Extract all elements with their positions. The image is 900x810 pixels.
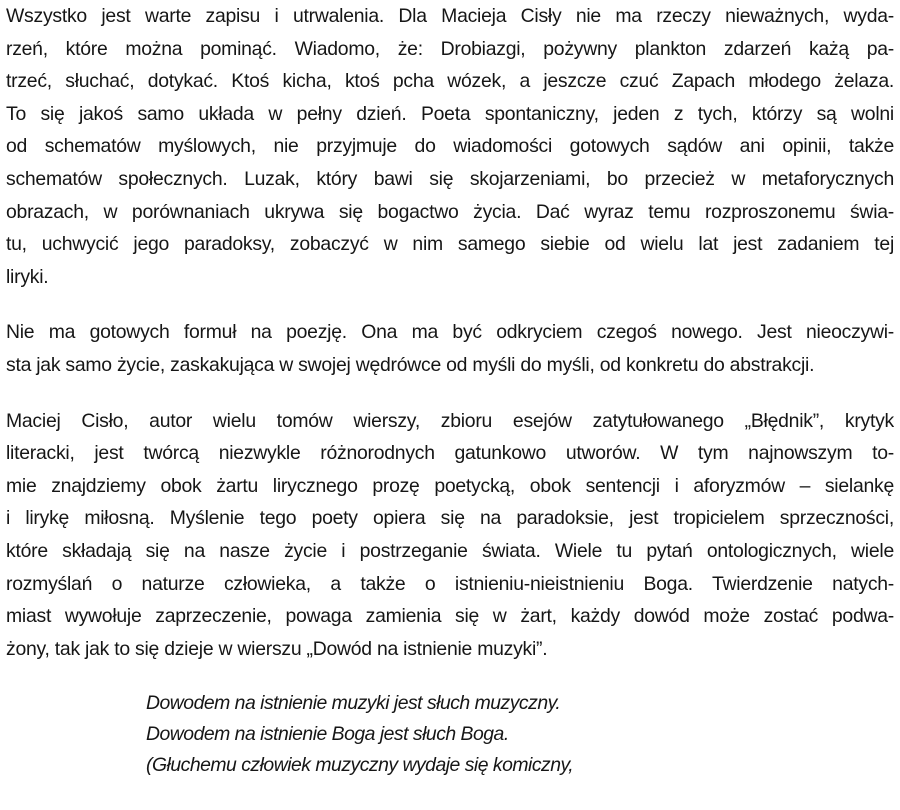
paragraph-1 <box>6 0 894 293</box>
text-line: Maciej Cisło, autor wielu tomów wierszy, zbioru esejów zatytułowanego „Błędnik”, krytyk <box>6 409 894 432</box>
text-line: rozmyślań o naturze człowieka, a także o istnieniu-nieistnieniu Boga. Twierdzenie natych- <box>6 572 894 595</box>
text-line: sta jak samo życie, zaskakująca w swojej wędrówce od myśli do myśli, od konkretu do abstrakcji. <box>6 353 815 376</box>
paragraph-2 <box>6 316 894 381</box>
paragraph-gap <box>6 382 894 405</box>
text-line: rzeń, które można pominąć. Wiadomo, że: Drobiazgi, pożywny plankton zdarzeń każą pa- <box>6 37 894 60</box>
poem-line: Dowodem na istnienie muzyki jest słuch muzyczny. <box>146 692 561 715</box>
text-line: trzeć, słuchać, dotykać. Ktoś kicha, ktoś pcha wózek, a jeszcze czuć Zapach młodego żelaza. <box>6 70 894 93</box>
paragraph-3 <box>6 405 894 666</box>
text-line: To się jakoś samo układa w pełny dzień. Poeta spontaniczny, jeden z tych, którzy są wolni <box>6 102 894 125</box>
text-line: tu, uchwycić jego paradoksy, zobaczyć w nim samego siebie od wielu lat jest zadaniem tej <box>6 233 894 256</box>
poem-line: (Głuchemu człowiek muzyczny wydaje się komiczny, <box>146 754 574 777</box>
document-page <box>6 0 894 810</box>
paragraph-gap <box>6 665 894 688</box>
text-line: obrazach, w porównaniach ukrywa się bogactwo życia. Dać wyraz temu rozproszonemu świa- <box>6 200 894 223</box>
text-line: Wszystko jest warte zapisu i utrwalenia. Dla Macieja Cisły nie ma rzeczy nieważnych, wyda- <box>6 5 894 27</box>
text-line: od schematów myślowych, nie przyjmuje do wiadomości gotowych sądów ani opinii, także <box>6 135 894 158</box>
poem-line: Dowodem na istnienie Boga jest słuch Boga. <box>146 723 509 746</box>
paragraph-gap <box>6 293 894 316</box>
poem-quote <box>6 688 894 781</box>
text-line: mie znajdziemy obok żartu lirycznego prozę poetycką, obok sentencji i aforyzmów – sielankę <box>6 474 894 497</box>
text-line: żony, tak jak to się dzieje w wierszu „Dowód na istnienie muzyki”. <box>6 637 548 660</box>
text-line: Nie ma gotowych formuł na poezję. Ona ma być odkryciem czegoś nowego. Jest nieoczywi- <box>6 321 894 344</box>
text-line: schematów społecznych. Luzak, który bawi się skojarzeniami, bo przecież w metaforycznych <box>6 167 894 190</box>
text-line: które składają się na nasze życie i postrzeganie świata. Wiele tu pytań ontologicznych, wiele <box>6 539 894 562</box>
text-line: liryki. <box>6 265 49 288</box>
text-line: i lirykę miłosną. Myślenie tego poety opiera się na paradoksie, jest tropicielem sprzeczności, <box>6 507 894 530</box>
text-line: literacki, jest twórcą niezwykle różnorodnych gatunkowo utworów. W tym najnowszym to- <box>6 442 894 465</box>
text-line: miast wywołuje zaprzeczenie, powaga zamienia się w żart, każdy dowód może zostać podwa- <box>6 605 894 628</box>
